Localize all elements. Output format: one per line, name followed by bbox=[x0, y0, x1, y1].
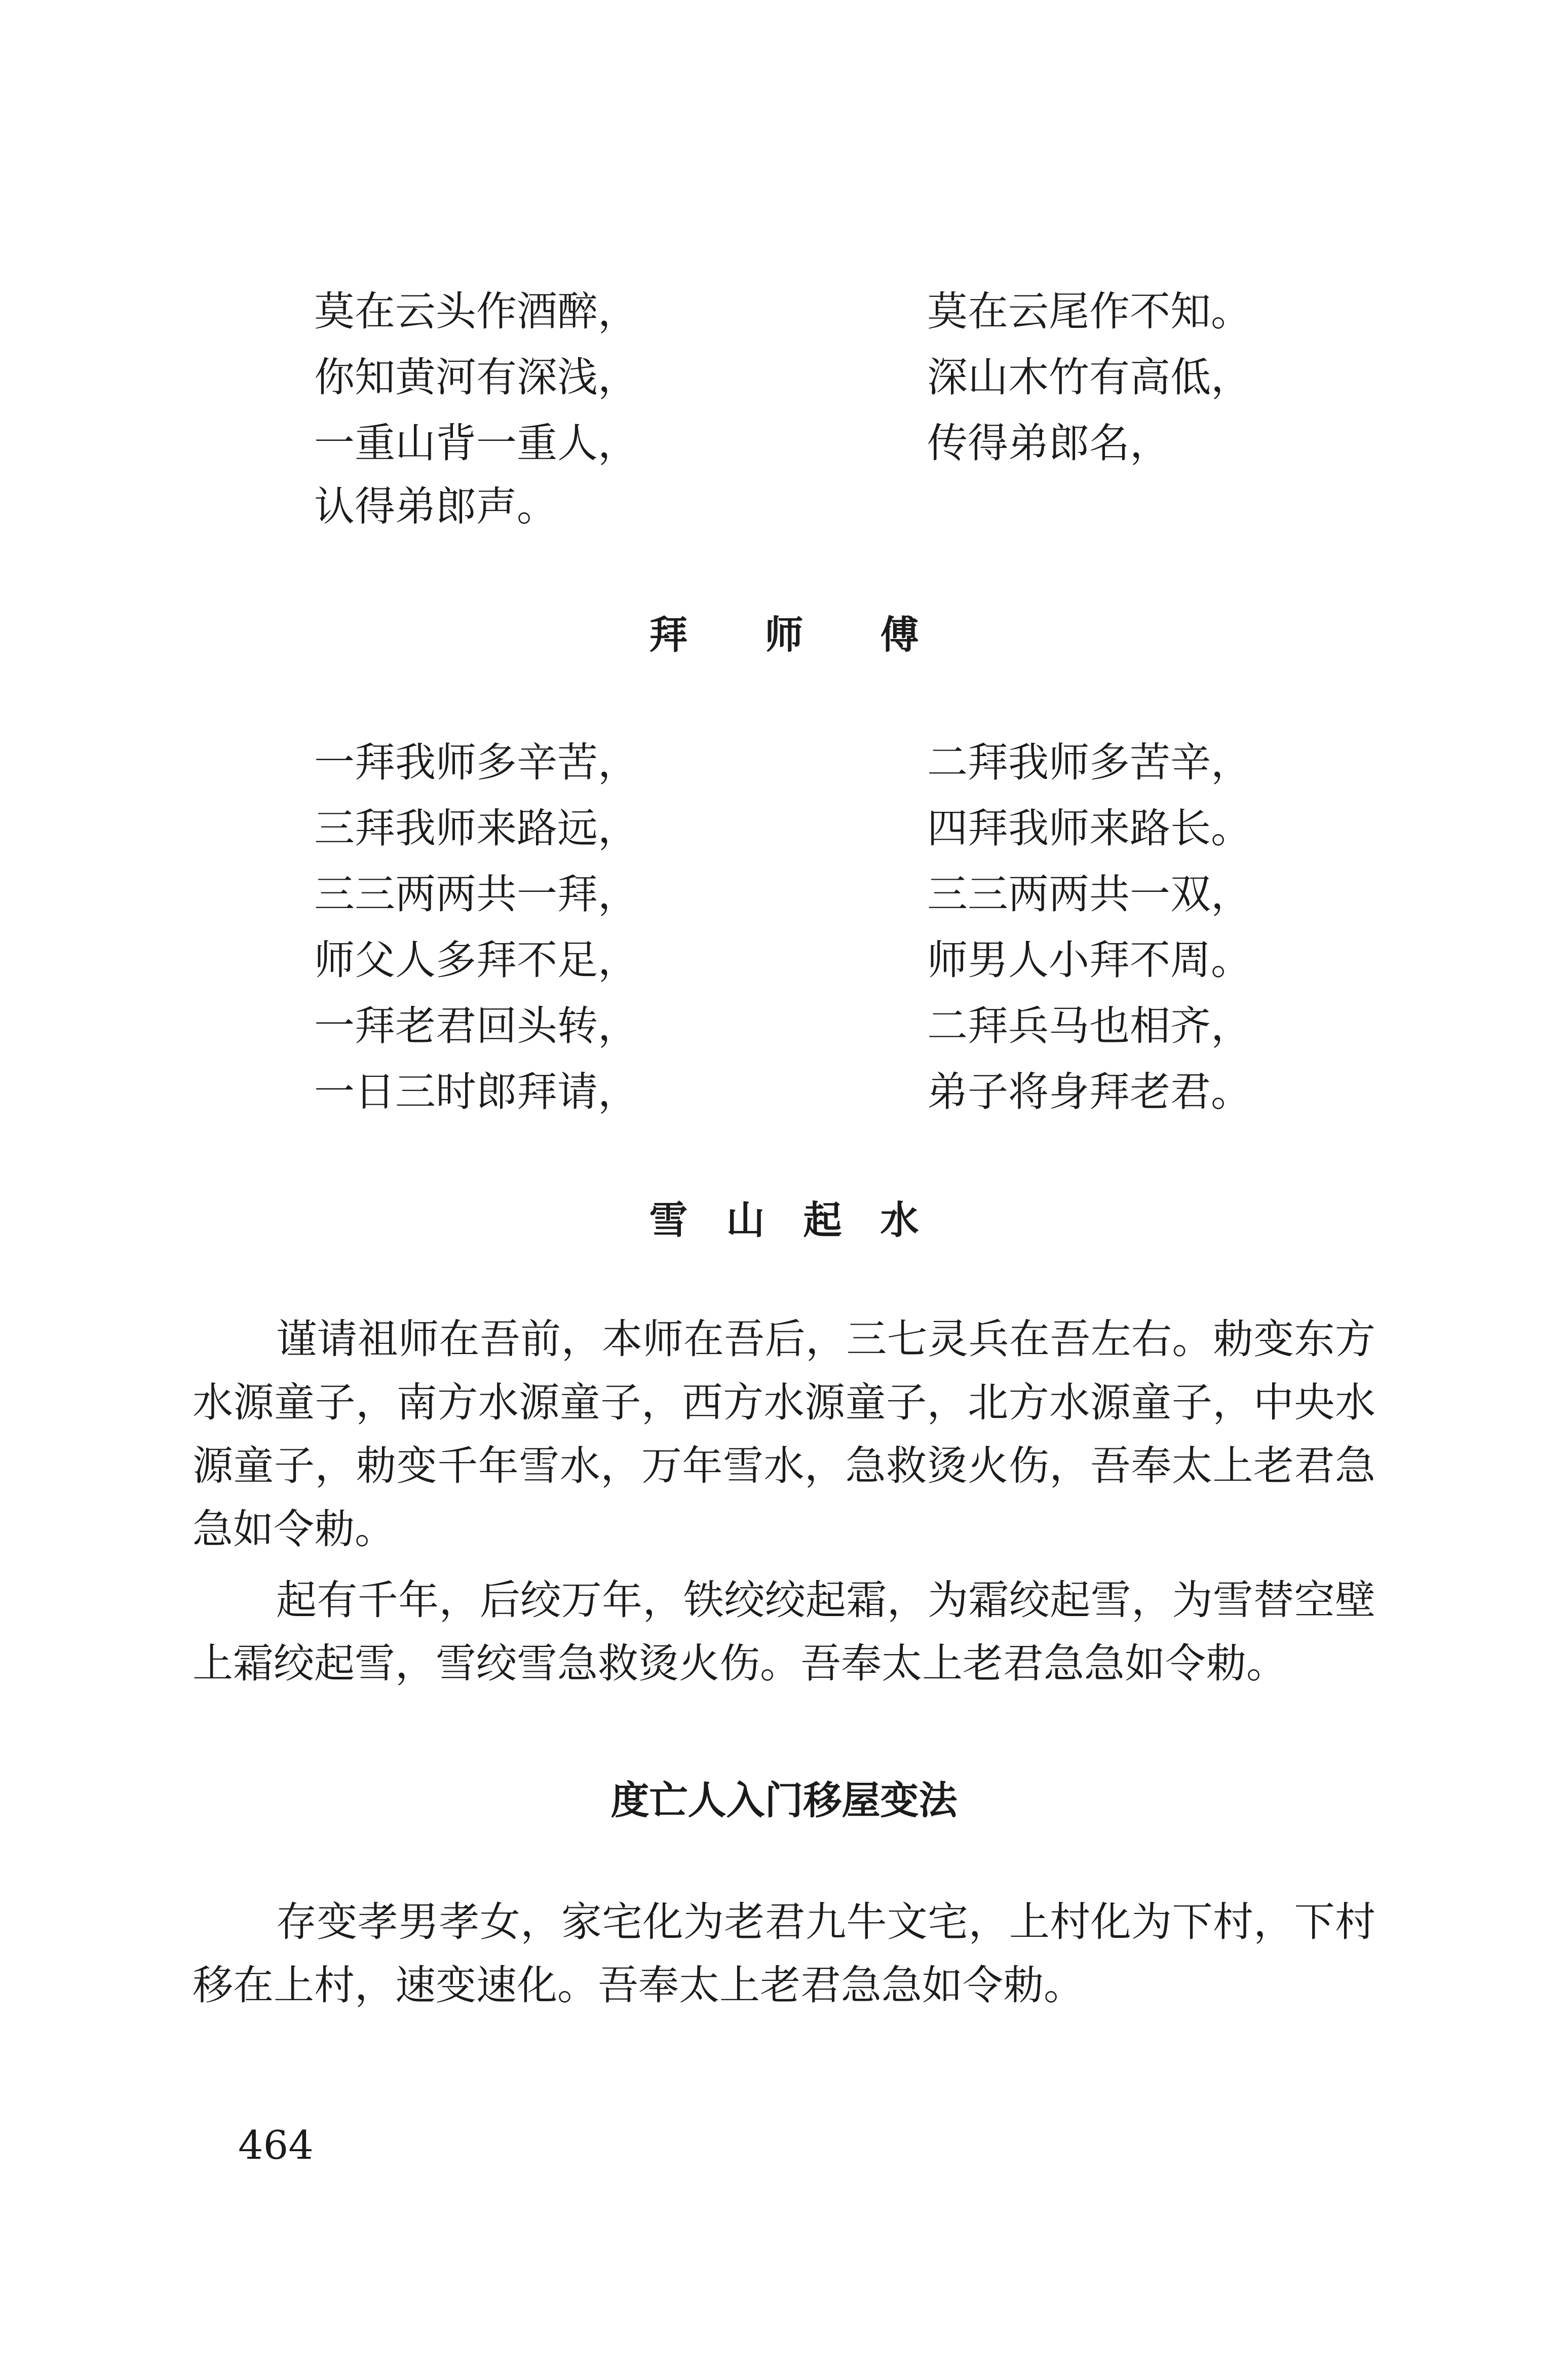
poem-line-left: 你知黄河有深浅， bbox=[314, 354, 638, 401]
page-number: 464 bbox=[238, 2123, 314, 2168]
body-paragraph: 存变孝男孝女，家宅化为老君九牛文宅，上村化为下村，下村移在上村，速变速化。吾奉太上老君急急如令勅。 bbox=[193, 1898, 1375, 2009]
poem-line-left: 三三两两共一拜， bbox=[314, 871, 638, 918]
poem-line-right: 弟子将身拜老君。 bbox=[927, 1068, 1251, 1115]
poem-line-right: 师男人小拜不周。 bbox=[927, 936, 1251, 984]
poem-line-right: 莫在云尾作不知。 bbox=[927, 288, 1251, 335]
poem-line-right: 二拜我师多苦辛， bbox=[927, 739, 1251, 786]
poem-line-left: 三拜我师来路远， bbox=[314, 805, 638, 852]
poem-line-right: 二拜兵马也相齐， bbox=[927, 1002, 1251, 1049]
poem-line-left: 一拜我师多辛苦， bbox=[314, 739, 638, 786]
section-heading-bai-shi-fu: 拜 师 傅 bbox=[649, 612, 919, 657]
poem-line-left: 一重山背一重人， bbox=[314, 420, 638, 467]
poem-line-right: 深山木竹有高低， bbox=[927, 354, 1251, 401]
poem-line-left: 一日三时郎拜请， bbox=[314, 1068, 638, 1115]
body-paragraph: 谨请祖师在吾前，本师在吾后，三七灵兵在吾左右。勅变东方水源童子，南方水源童子，西方水源童子，北方水源童子，中央水源童子，勅变千年雪水，万年雪水，急救烫火伤，吾奉太上老君急急如令勅。 bbox=[193, 1316, 1375, 1553]
poem-line-left: 师父人多拜不足， bbox=[314, 936, 638, 984]
poem-line-left: 莫在云头作酒醉， bbox=[314, 288, 638, 335]
body-paragraph: 起有千年，后绞万年，铁绞绞起霜，为霜绞起雪，为雪替空壁上霜绞起雪，雪绞雪急救烫火伤。吾奉太上老君急急如令勅。 bbox=[193, 1577, 1375, 1687]
section-heading-xue-shan-qi-shui: 雪 山 起 水 bbox=[649, 1197, 919, 1243]
poem-line-left: 一拜老君回头转， bbox=[314, 1002, 638, 1049]
section-heading-du-wang-ren: 度亡人入门移屋变法 bbox=[610, 1778, 958, 1823]
poem-line-right: 三三两两共一双， bbox=[927, 871, 1251, 918]
poem-line-right: 四拜我师来路长。 bbox=[927, 805, 1251, 852]
poem-line-left: 认得弟郎声。 bbox=[314, 483, 557, 530]
poem-line-right: 传得弟郎名， bbox=[927, 420, 1170, 467]
